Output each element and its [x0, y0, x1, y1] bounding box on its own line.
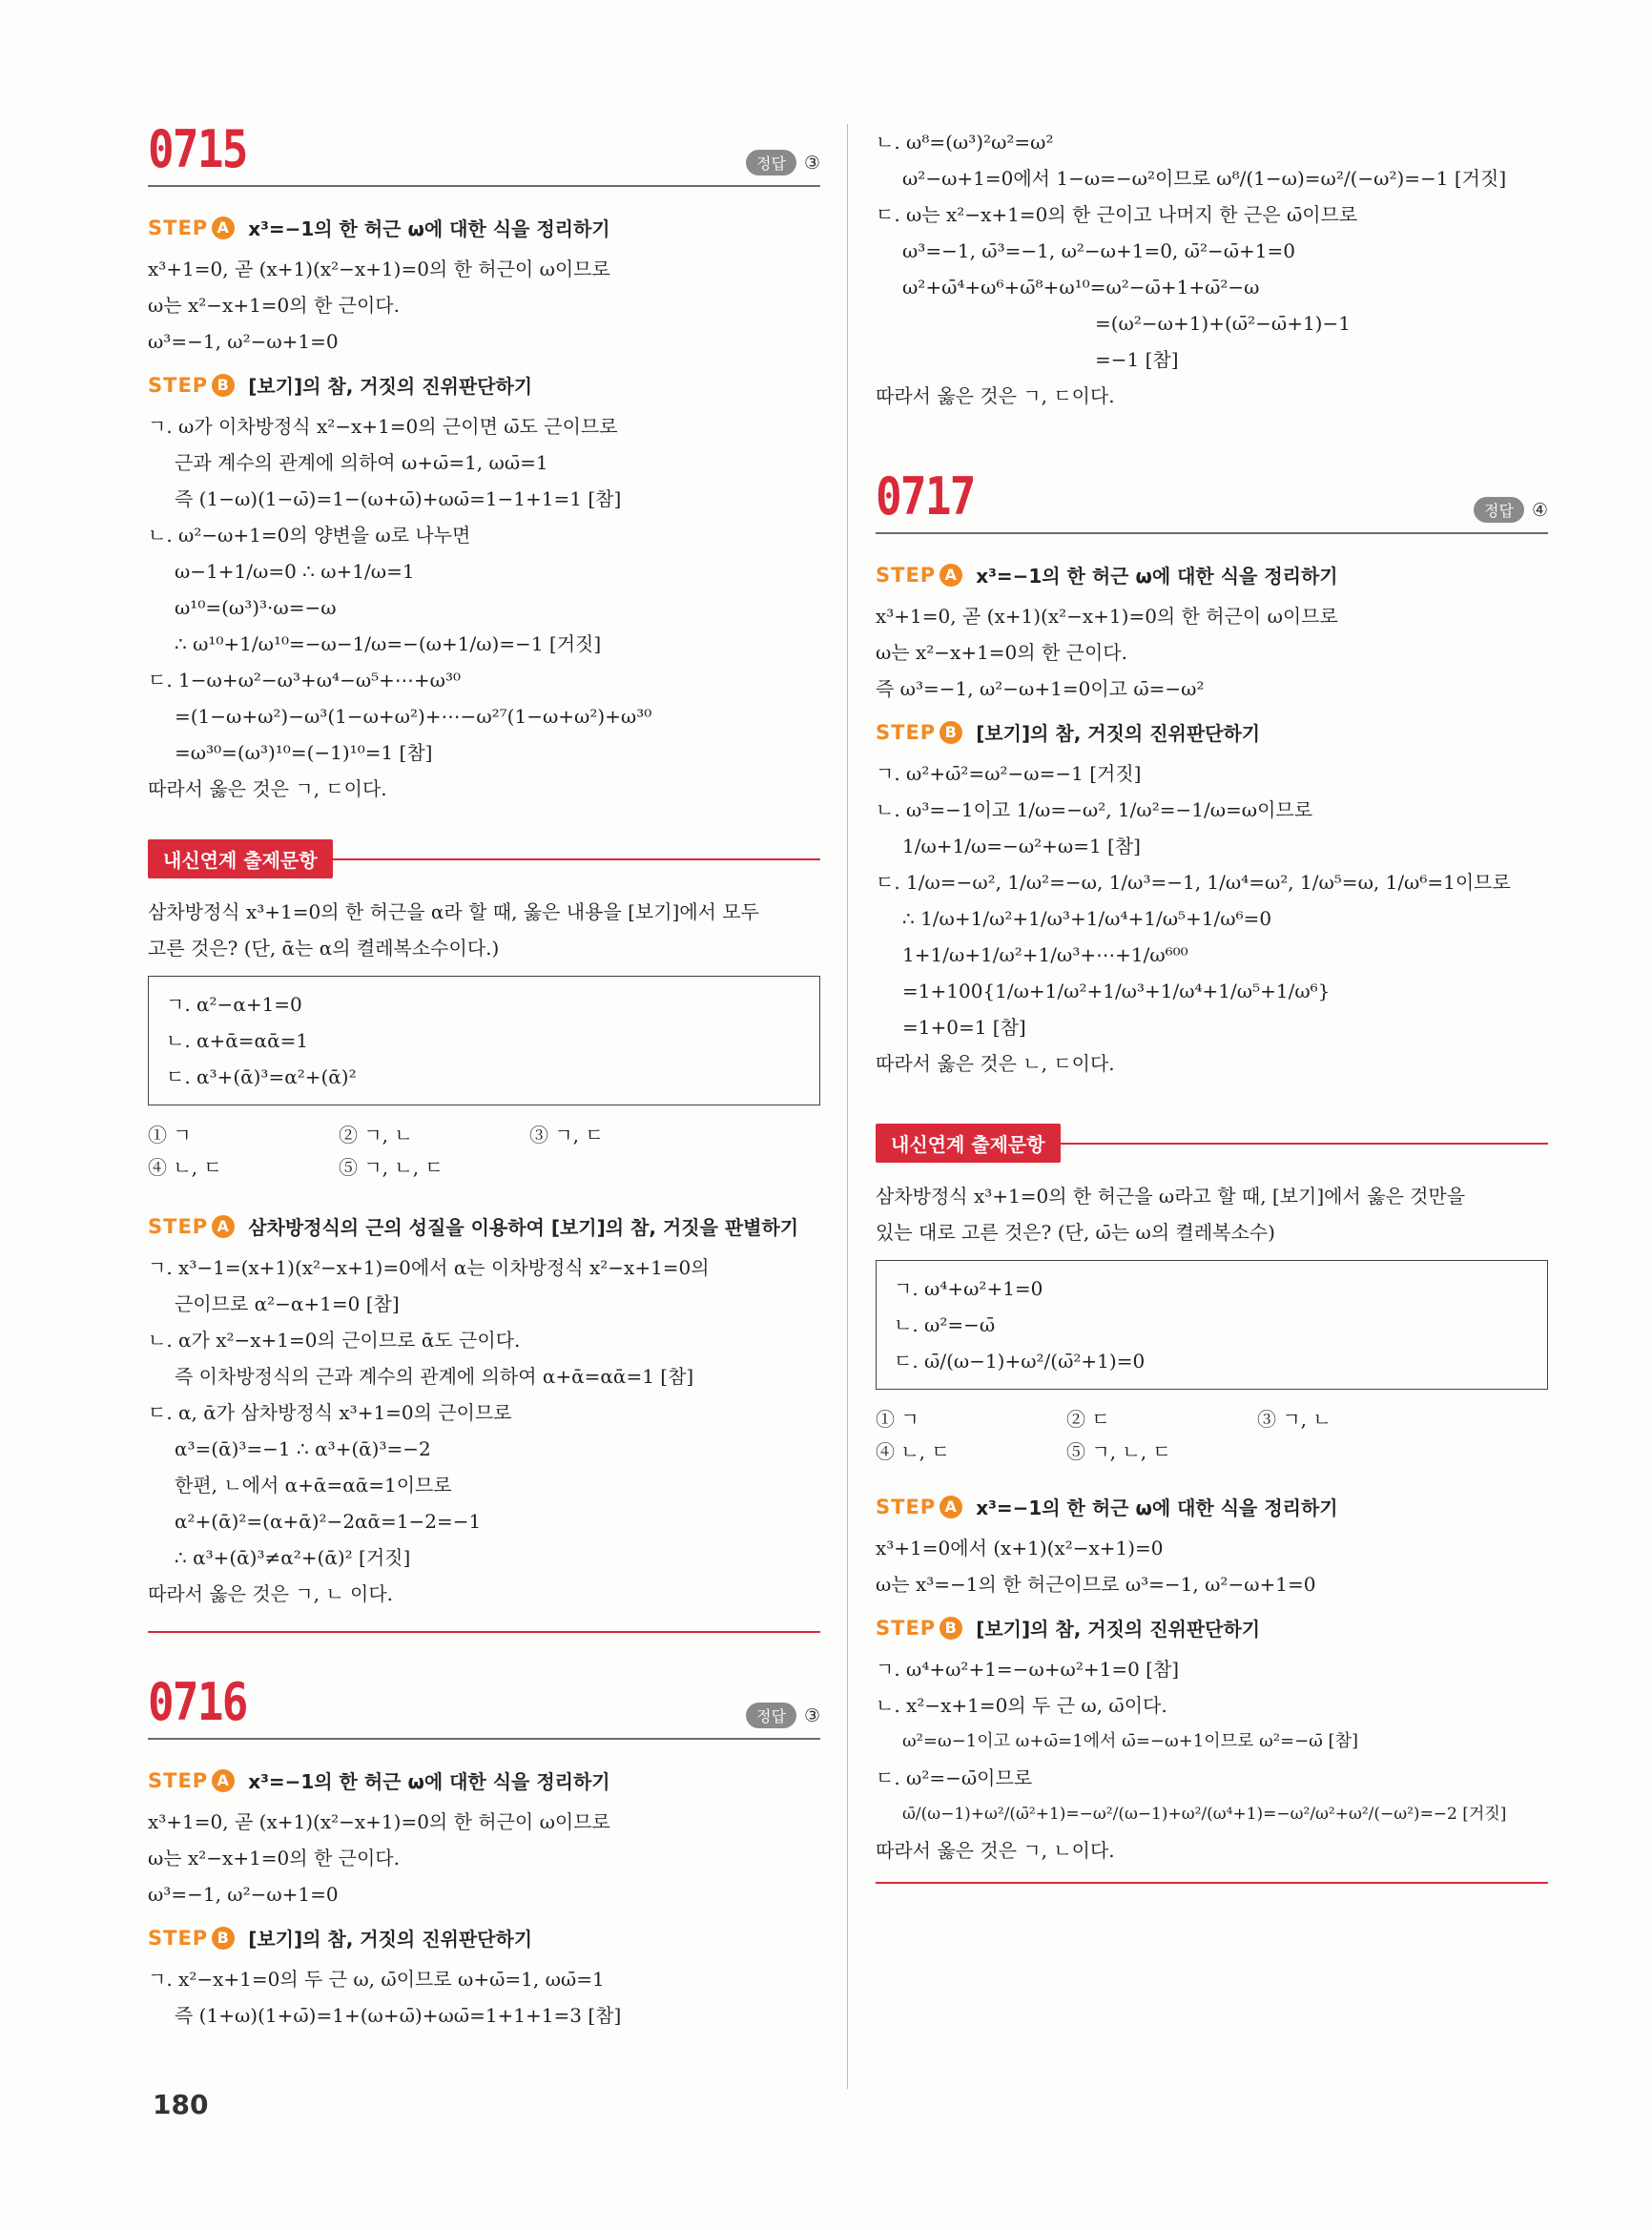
- solution-line: ω̄/(ω−1)+ω²/(ω̄²+1)=−ω²/(ω−1)+ω²/(ω⁴+1)=−ω²/ω²+ω²/(−ω²)=−2 [거짓]: [902, 1805, 1507, 1824]
- problem-number: 0716: [148, 1672, 247, 1732]
- solution-line: ㄴ. x²−x+1=0의 두 근 ω, ω̄이다.: [876, 1694, 1167, 1717]
- heading-rule: [1061, 1143, 1548, 1145]
- solution-line: =1+100{1/ω+1/ω²+1/ω³+1/ω⁴+1/ω⁵+1/ω⁶}: [902, 980, 1331, 1002]
- related-problem-heading: [148, 839, 820, 878]
- related-problem-tag: 내신연계 출제문항: [876, 1124, 1061, 1163]
- solution-line: 근과 계수의 관계에 의하여 ω+ω̄=1, ωω̄=1: [175, 451, 548, 474]
- step-title: [보기]의 참, 거짓의 진위판단하기: [248, 1928, 533, 1951]
- step-title: 삼차방정식의 근의 성질을 이용하여 [보기]의 참, 거짓을 판별하기: [248, 1216, 799, 1239]
- step-b-heading: [876, 1614, 1548, 1642]
- step-tag: STEP B: [876, 1617, 962, 1640]
- solution-line: 1+1/ω+1/ω²+1/ω³+⋯+1/ω⁶⁰⁰: [902, 943, 1188, 966]
- choice-5: ⑤ ㄱ, ㄴ, ㄷ: [1066, 1440, 1171, 1463]
- step-tag: STEP A: [148, 1769, 235, 1792]
- solution-line: ∴ ω¹⁰+1/ω¹⁰=−ω−1/ω=−(ω+1/ω)=−1 [거짓]: [175, 632, 602, 655]
- bogi-box: [148, 976, 820, 1105]
- column-divider: [847, 124, 848, 2089]
- solution-line: 근이므로 α²−α+1=0 [참]: [175, 1292, 400, 1315]
- question-text: 고른 것은? (단, ᾱ는 α의 켤레복소수이다.): [148, 937, 500, 960]
- solution-line: ω−1+1/ω=0 ∴ ω+1/ω=1: [175, 560, 415, 583]
- solution-line: x³+1=0, 곧 (x+1)(x²−x+1)=0의 한 허근이 ω이므로: [148, 1810, 610, 1833]
- step-tag: STEP A: [148, 217, 235, 239]
- problem-header-0715: [148, 119, 820, 187]
- solution-line: x³+1=0, 곧 (x+1)(x²−x+1)=0의 한 허근이 ω이므로: [148, 258, 610, 280]
- step-title: x³=−1의 한 허근 ω에 대한 식을 정리하기: [248, 1770, 610, 1793]
- solution-line: ω²+ω̄⁴+ω⁶+ω̄⁸+ω¹⁰=ω²−ω̄+1+ω̄²−ω: [902, 276, 1260, 299]
- solution-line: ω¹⁰=(ω³)³·ω=−ω: [175, 596, 337, 619]
- bogi-item: ㄴ. ω²=−ω̄: [894, 1313, 996, 1336]
- solution-line: =(1−ω+ω²)−ω³(1−ω+ω²)+⋯−ω²⁷(1−ω+ω²)+ω³⁰: [175, 705, 652, 728]
- bogi-item: ㄷ. α³+(ᾱ)³=α²+(ᾱ)²: [166, 1065, 357, 1088]
- solution-line: ω²=ω−1이고 ω+ω̄=1에서 ω̄=−ω+1이므로 ω²=−ω̄ [참]: [902, 1731, 1358, 1751]
- solution-line: α³=(ᾱ)³=−1 ∴ α³+(ᾱ)³=−2: [175, 1437, 431, 1460]
- solution-line: 즉 (1+ω)(1+ω̄)=1+(ω+ω̄)+ωω̄=1+1+1=3 [참]: [175, 2004, 622, 2027]
- step-title: x³=−1의 한 허근 ω에 대한 식을 정리하기: [976, 1497, 1338, 1519]
- solution-line: ∴ α³+(ᾱ)³≠α²+(ᾱ)² [거짓]: [175, 1546, 411, 1569]
- problem-header-0717: [876, 466, 1548, 534]
- solution-line: =ω³⁰=(ω³)¹⁰=(−1)¹⁰=1 [참]: [175, 741, 433, 764]
- solution-line: ω는 x²−x+1=0의 한 근이다.: [876, 641, 1127, 664]
- question-text: 삼차방정식 x³+1=0의 한 허근을 α라 할 때, 옳은 내용을 [보기]에서 모두: [148, 900, 759, 923]
- question-text: 삼차방정식 x³+1=0의 한 허근을 ω라고 할 때, [보기]에서 옳은 것만을: [876, 1185, 1466, 1208]
- solution-line: x³+1=0, 곧 (x+1)(x²−x+1)=0의 한 허근이 ω이므로: [876, 605, 1338, 628]
- step-a-heading: [148, 1766, 820, 1794]
- step-tag: STEP B: [876, 721, 962, 744]
- step-title: x³=−1의 한 허근 ω에 대한 식을 정리하기: [976, 565, 1338, 588]
- step-tag: STEP B: [148, 374, 235, 397]
- step-title: x³=−1의 한 허근 ω에 대한 식을 정리하기: [248, 217, 610, 240]
- bogi-box: [876, 1260, 1548, 1390]
- bogi-item: ㄱ. α²−α+1=0: [166, 993, 302, 1016]
- answer-badge: 정답: [1474, 497, 1524, 523]
- answer-value: ③: [803, 1704, 820, 1726]
- answer-choices: [876, 1403, 1548, 1468]
- solution-line: ㄱ. ω²+ω̄²=ω²−ω=−1 [거짓]: [876, 762, 1142, 785]
- choice-1: ① ㄱ: [876, 1408, 919, 1431]
- solution-line: ㄴ. ω³=−1이고 1/ω=−ω², 1/ω²=−1/ω=ω이므로: [876, 798, 1313, 821]
- conclusion: 따라서 옳은 것은 ㄱ, ㄴ이다.: [876, 1839, 1115, 1862]
- solution-line: ㄷ. 1−ω+ω²−ω³+ω⁴−ω⁵+⋯+ω³⁰: [148, 669, 462, 692]
- solution-line: ω³=−1, ω̄³=−1, ω²−ω+1=0, ω̄²−ω̄+1=0: [902, 239, 1295, 262]
- choice-4: ④ ㄴ, ㄷ: [876, 1440, 950, 1463]
- section-end-rule: [148, 1631, 820, 1633]
- step-tag: STEP A: [876, 564, 962, 587]
- conclusion: 따라서 옳은 것은 ㄴ, ㄷ이다.: [876, 1052, 1115, 1075]
- choice-1: ① ㄱ: [148, 1124, 192, 1146]
- solution-line: 즉 이차방정식의 근과 계수의 관계에 의하여 α+ᾱ=αᾱ=1 [참]: [175, 1365, 694, 1388]
- choice-2: ② ㄷ: [1066, 1408, 1110, 1431]
- related-problem-tag: 내신연계 출제문항: [148, 839, 333, 878]
- question-text: 있는 대로 고른 것은? (단, ω̄는 ω의 켤레복소수): [876, 1221, 1275, 1244]
- solution-line: =−1 [참]: [1095, 348, 1179, 371]
- solution-line: ㄱ. ω가 이차방정식 x²−x+1=0의 근이면 ω̄도 근이므로: [148, 415, 618, 438]
- solution-line: ㄱ. x³−1=(x+1)(x²−x+1)=0에서 α는 이차방정식 x²−x+1=0의: [148, 1256, 710, 1279]
- step-tag: STEP A: [876, 1496, 962, 1518]
- answer-badge: 정답: [746, 150, 796, 176]
- solution-line: ω는 x²−x+1=0의 한 근이다.: [148, 294, 400, 317]
- solution-line: 한편, ㄴ에서 α+ᾱ=αᾱ=1이므로: [175, 1474, 452, 1497]
- solution-line: ㄷ. ω²=−ω̄이므로: [876, 1766, 1033, 1789]
- conclusion: 따라서 옳은 것은 ㄱ, ㄴ 이다.: [148, 1582, 394, 1605]
- solution-line: ω³=−1, ω²−ω+1=0: [148, 1883, 339, 1906]
- section-end-rule: [876, 1882, 1548, 1884]
- choice-3: ③ ㄱ, ㄷ: [529, 1124, 604, 1146]
- page-number: 180: [153, 2089, 209, 2120]
- choice-2: ② ㄱ, ㄴ: [339, 1124, 413, 1146]
- solution-line: 1/ω+1/ω=−ω²+ω=1 [참]: [902, 835, 1141, 857]
- step-title: [보기]의 참, 거짓의 진위판단하기: [976, 1618, 1261, 1641]
- bogi-item: ㄷ. ω̄/(ω−1)+ω²/(ω̄²+1)=0: [894, 1350, 1146, 1373]
- step-a-heading: [876, 1493, 1548, 1520]
- solution-line: ㄴ. ω⁸=(ω³)²ω²=ω²: [876, 131, 1054, 154]
- choice-3: ③ ㄱ, ㄴ: [1257, 1408, 1332, 1431]
- answer-value: ③: [803, 152, 820, 174]
- solution-line: ㄱ. x²−x+1=0의 두 근 ω, ω̄이므로 ω+ω̄=1, ωω̄=1: [148, 1968, 605, 1991]
- step-title: [보기]의 참, 거짓의 진위판단하기: [976, 722, 1261, 745]
- answer-badge: 정답: [746, 1703, 796, 1728]
- solution-line: =1+0=1 [참]: [902, 1016, 1026, 1039]
- bogi-item: ㄴ. α+ᾱ=αᾱ=1: [166, 1029, 309, 1052]
- problem-number: 0717: [876, 466, 975, 527]
- solution-line: ω는 x³=−1의 한 허근이므로 ω³=−1, ω²−ω+1=0: [876, 1573, 1316, 1596]
- solution-line: x³+1=0에서 (x+1)(x²−x+1)=0: [876, 1537, 1164, 1559]
- heading-rule: [333, 858, 820, 860]
- solution-line: ㄷ. ω는 x²−x+1=0의 한 근이고 나머지 한 근은 ω̄이므로: [876, 203, 1358, 226]
- step-title: [보기]의 참, 거짓의 진위판단하기: [248, 375, 533, 398]
- step-a-heading: [876, 561, 1548, 588]
- solution-line: ω²−ω+1=0에서 1−ω=−ω²이므로 ω⁸/(1−ω)=ω²/(−ω²)=−1 [거짓]: [902, 167, 1507, 190]
- step-a-heading: [148, 1212, 820, 1240]
- conclusion: 따라서 옳은 것은 ㄱ, ㄷ이다.: [876, 384, 1115, 407]
- problem-header-0716: [148, 1672, 820, 1740]
- answer: [1474, 497, 1548, 523]
- step-a-heading: [148, 214, 820, 241]
- right-column: [876, 124, 1548, 1928]
- related-problem-heading: [876, 1124, 1548, 1163]
- step-tag: STEP B: [148, 1927, 235, 1950]
- solution-line: =(ω²−ω+1)+(ω̄²−ω̄+1)−1: [1095, 312, 1351, 335]
- choice-4: ④ ㄴ, ㄷ: [148, 1156, 222, 1179]
- step-b-heading: [148, 371, 820, 399]
- solution-line: ㄴ. ω²−ω+1=0의 양변을 ω로 나누면: [148, 524, 471, 547]
- solution-line: ω는 x²−x+1=0의 한 근이다.: [148, 1847, 400, 1869]
- bogi-item: ㄱ. ω⁴+ω²+1=0: [894, 1277, 1043, 1300]
- answer-choices: [148, 1119, 820, 1184]
- choice-5: ⑤ ㄱ, ㄴ, ㄷ: [339, 1156, 444, 1179]
- answer-value: ④: [1531, 499, 1548, 521]
- solution-line: ∴ 1/ω+1/ω²+1/ω³+1/ω⁴+1/ω⁵+1/ω⁶=0: [902, 907, 1272, 930]
- answer: [746, 150, 820, 176]
- solution-line: α²+(ᾱ)²=(α+ᾱ)²−2αᾱ=1−2=−1: [175, 1510, 482, 1533]
- answer: [746, 1703, 820, 1728]
- step-tag: STEP A: [148, 1215, 235, 1238]
- step-b-heading: [148, 1924, 820, 1951]
- solution-line: 즉 (1−ω)(1−ω̄)=1−(ω+ω̄)+ωω̄=1−1+1=1 [참]: [175, 487, 622, 510]
- step-b-heading: [876, 718, 1548, 746]
- solution-line: ㄱ. ω⁴+ω²+1=−ω+ω²+1=0 [참]: [876, 1658, 1180, 1681]
- conclusion: 따라서 옳은 것은 ㄱ, ㄷ이다.: [148, 777, 387, 800]
- solution-line: ㄴ. α가 x²−x+1=0의 근이므로 ᾱ도 근이다.: [148, 1329, 521, 1352]
- solution-line: 즉 ω³=−1, ω²−ω+1=0이고 ω̄=−ω²: [876, 677, 1205, 700]
- problem-number: 0715: [148, 119, 247, 179]
- solution-line: ㄷ. α, ᾱ가 삼차방정식 x³+1=0의 근이므로: [148, 1401, 512, 1424]
- solution-line: ω³=−1, ω²−ω+1=0: [148, 330, 339, 353]
- solution-line: ㄷ. 1/ω=−ω², 1/ω²=−ω, 1/ω³=−1, 1/ω⁴=ω², 1/ω⁵=ω, 1/ω⁶=1이므로: [876, 871, 1511, 894]
- left-column: [148, 119, 820, 2034]
